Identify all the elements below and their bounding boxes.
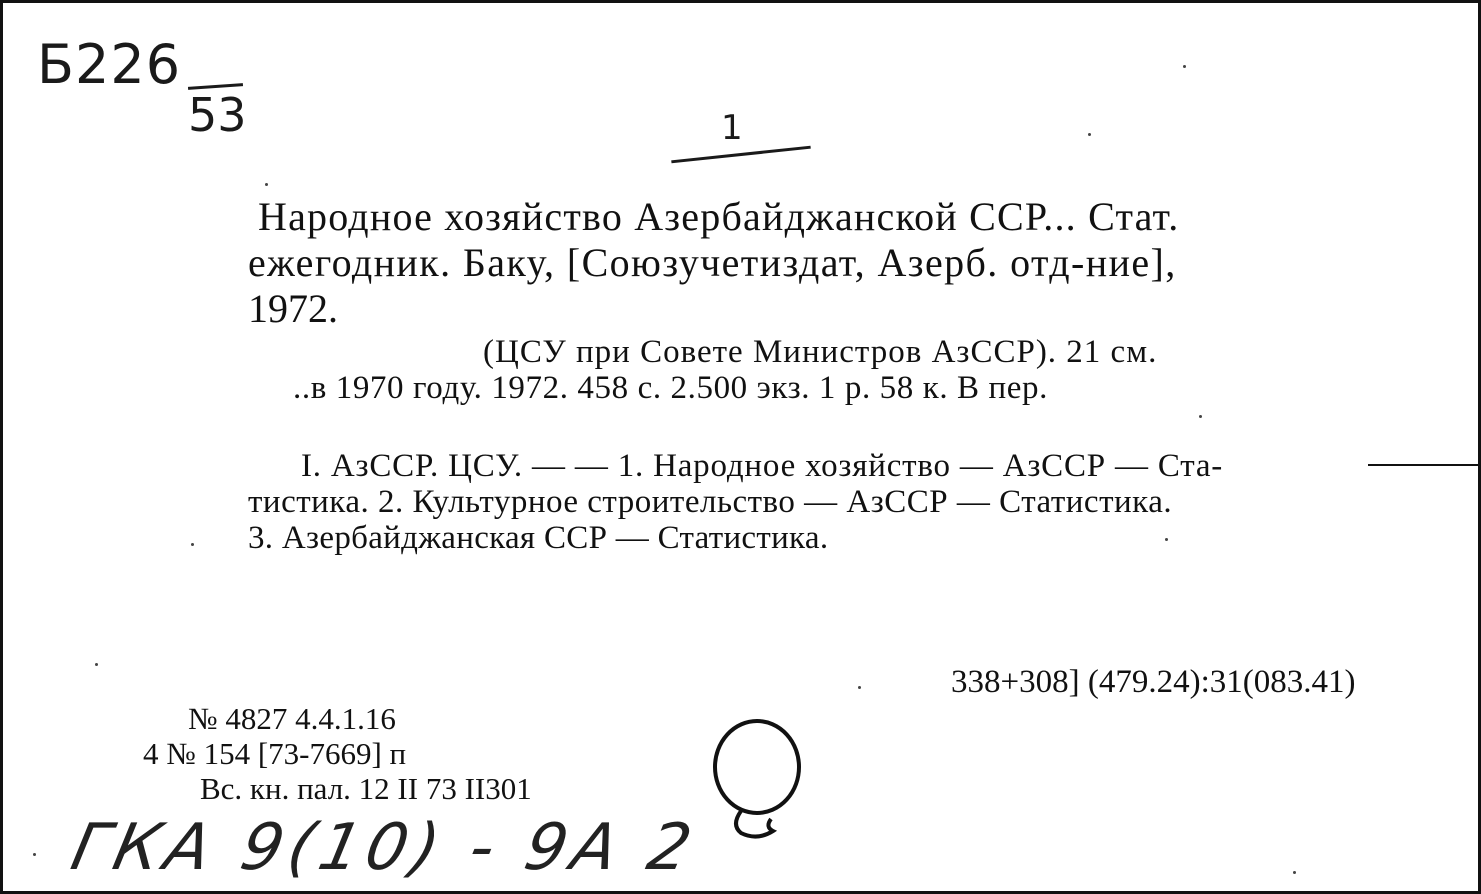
print-speck bbox=[858, 686, 861, 689]
print-speck bbox=[1088, 133, 1091, 136]
print-speck bbox=[191, 543, 194, 546]
subject-headings-line: 3. Азербайджанская ССР — Статистика. bbox=[248, 520, 829, 556]
series-statement: (ЦСУ при Совете Министров АзССР). 21 см. bbox=[483, 334, 1158, 370]
order-number-line: № 4827 4.4.1.16 bbox=[188, 701, 396, 736]
hyphen-stroke bbox=[1368, 464, 1481, 466]
print-speck bbox=[265, 183, 268, 186]
title-line: Народное хозяйство Азербайджанской ССР... Стат. bbox=[258, 194, 1180, 239]
print-speck bbox=[1165, 538, 1168, 541]
subject-headings-line: тистика. 2. Культурное строительство — АзССР — Статистика. bbox=[248, 484, 1173, 520]
handwritten-shelf-mark: Б226 bbox=[37, 33, 182, 96]
imprint-line: ежегодник. Баку, [Союзучетиздат, Азерб. отд-ние], bbox=[248, 240, 1177, 285]
print-speck bbox=[95, 663, 98, 666]
handwritten-shelf-mark-subscript: 53 bbox=[188, 88, 247, 142]
subject-headings-line: I. АзССР. ЦСУ. — — 1. Народное хозяйство — АзССР — Ста- bbox=[301, 448, 1224, 484]
handwritten-classification: ГКА 9(10) - 9А 2 bbox=[65, 811, 704, 885]
print-speck bbox=[1199, 415, 1202, 418]
classification-code: 338+308] (479.24):31(083.41) bbox=[951, 664, 1356, 700]
year-line: 1972. bbox=[248, 286, 338, 331]
card-hole-ring bbox=[711, 715, 803, 843]
print-speck bbox=[33, 853, 36, 856]
order-number-line: 4 № 154 [73-7669] п bbox=[143, 736, 407, 771]
volume-description: ..в 1970 году. 1972. 458 с. 2.500 экз. 1 р. 58 к. В пер. bbox=[293, 370, 1048, 406]
card-number-underline bbox=[671, 146, 811, 164]
print-speck bbox=[1293, 871, 1296, 874]
chamber-registration-line: Вс. кн. пал. 12 II 73 II301 bbox=[200, 771, 532, 806]
handwritten-card-number: 1 bbox=[721, 108, 743, 148]
print-speck bbox=[1183, 65, 1186, 68]
